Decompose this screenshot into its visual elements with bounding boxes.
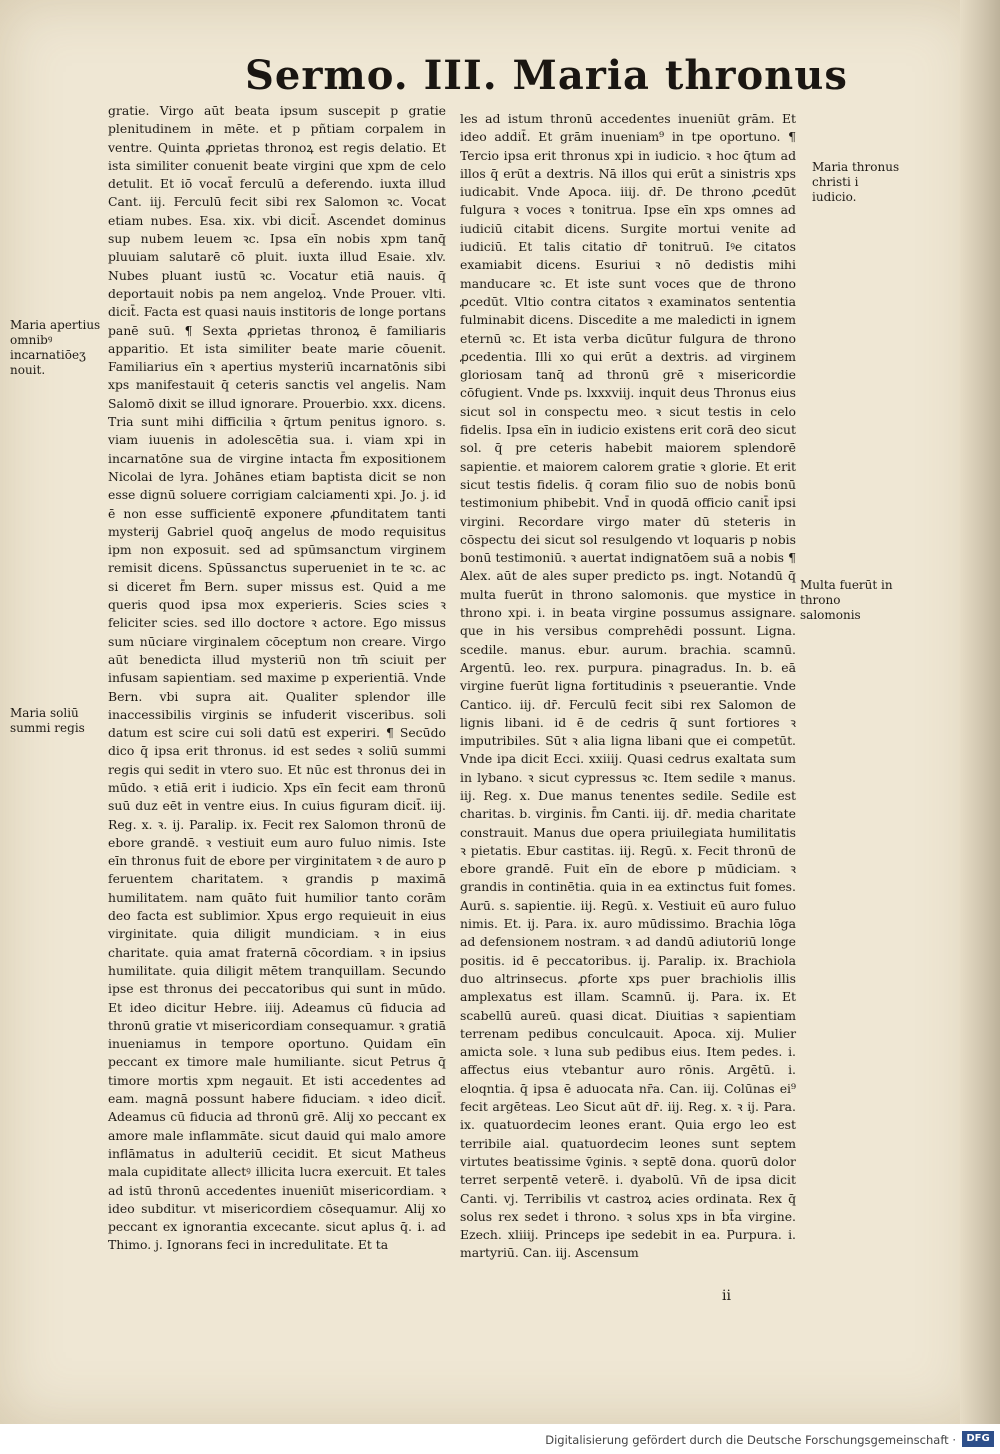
right-column-text: les ad istum thronū accedentes inueniūt grām. Et ideo addit̄. Et grām inueniam⁹ in tpe oportuno. ¶ Tercio ipsa erit thronus xpi in iudicio. ꝛ hoc q̄tum ad illos q̄ erūt a dextris. Nā illos qui erūt a sinistris xps iudicabit. Vnde Apoca. iiij. dr̄. De throno ꝓcedūt fulgura ꝛ voces ꝛ tonitrua. Ipse eīn xps omnes ad iudiciū citabit dicens. Surgite mortui venite ad iudiciū. Et talis citatio dr̄ tonitruū. Iꝰe citatos examiabit dicens. Esuriui ꝛ nō dedistis mihi manducare ꝛc. Et iste sunt voces que de throno ꝓcedūt. Vltio contra citatos ꝛ examinatos sententia fulminabit dicens. Discedite a me maledicti in ignem eternū ꝛc. Et ista verba dicūtur fulgura de throno ꝓcedentia. Illi xo qui erūt a dextris. ad virginem gloriosam tanq̄ ad thronū grē ꝛ misericordie cōfugient. Vnde ps. lxxxviij. inquit deus Thronus eius sicut sol in conspectu meo. ꝛ sicut testis in celo fidelis. Ipsa eīn in iudicio existens erit corā deo sicut sol. q̄ pre ceteris habebit maiorem splendorē sapientie. et maiorem calorem gratie ꝛ glorie. Et erit sicut testis fidelis. q̄ coram filio suo de nobis bonū testimonium phibebit. Vnd̄ in quodā officio canit̄ ipsi virgini. Recordare virgo mater dū steteris in cōspectu dei sicut sol resulgendo vt loquaris p nobis bonū testimoniū. ꝛ auertat indignatōem suā a nobis ¶ Alex. aūt de ales super predicto ps. ingt. Notandū q̄ multa fuerūt in throno salomonis. que mystice in throno xpi. i. in beata virgine possumus assignare. que in his versibus comprehēdi possunt. Ligna. scedile. manus. ebur. aurum. brachia. scamnū. Argentū. leo. rex. purpura. pinagradus. In. b. eā virgine fuerūt ligna fortitudinis ꝛ pseuerantie. Vnde Cantico. iij. dr̄. Ferculū fecit sibi rex Salomon de lignis libani. id ē de cedris q̄ sunt fortiores ꝛ imputribiles. Sūt ꝛ alia ligna libani que ei competūt. Vnde ipa dicit Ecci. xxiiij. Quasi cedrus exaltata sum in lybano. ꝛ sicut cypressus ꝛc. Item sedile ꝛ manus. iij. Reg. x. Due manus tenentes sedile. Sedile est charitas. b. virginis. f̄m Canti. iij. dr̄. media charitate constrauit. Manus due opera priuilegiata humilitatis ꝛ pietatis. Ebur castitas. iij. Regū. x. Fecit thronū de ebore grandē. Fuit eīn de ebore p mūdiciam. ꝛ grandis in continētia. quia in ea extinctus fuit fomes. Aurū. s. sapientie. iij. Regū. x. Vestiuit eū auro fuluo nimis. Et. ij. Para. ix. auro mūdissimo. Brachia lōga ad defensionem nostram. ꝛ ad dandū adiutoriū longe positis. id ē peccatoribus. ij. Paralip. ix. Brachiola duo altrinsecus. ꝓforte xps puer brachiolis illis amplexatus est illam. Scamnū. ij. Para. ix. Et scabellū aureū. quasi dicat. Diuitias ꝛ sapientiam terrenam pedibus conculcauit. Apoca. xij. Mulier amicta sole. ꝛ luna sub pedibus eius. Item pedes. i. affectus eius vtebantur auro rōnis. Argētū. i. eloqntia. q̄ ipsa ē aduocata nr̄a. Can. iij. Colūnas ei⁹ fecit argēteas. Leo Sicut aūt dr̄. iij. Reg. x. ꝛ ij. Para. ix. quatuordecim leones erant. Quia ergo leo est terribile aial. quatuordecim leones sunt septem virtutes beatissime v̄ginis. ꝛ septē dona. quorū dolor terret serpentē veterē. i. dyabolū. Vn̄ de ipsa dicit Canti. vj. Terribilis vt castroꝝ acies ordinata. Rex q̄ solus rex sedet i throno. ꝛ solus xps in bt̄a virgine. Ezech. xliiij. Princeps ipe sedebit in ea. Purpura. i. martyriū. Can. iij. Ascensum	[460, 111, 796, 1261]
margin-note-solium: Maria soliū summi regis	[10, 706, 85, 735]
margin-note-incarnation: Maria apertius omnibꝰ incarnatiōeʒ nouit.	[10, 318, 101, 377]
dfg-logo: DFG	[962, 1431, 994, 1447]
left-text-column	[108, 102, 446, 1302]
page-edge	[960, 0, 1000, 1424]
margin-note-throno-salomonis: Multa fuerūt in throno salomonis	[800, 578, 893, 622]
right-text-column	[460, 110, 796, 1280]
page-header: Sermo. III. Maria thronus	[245, 52, 848, 99]
margin-note-thronus-iudicio: Maria thronus christi i iudicio.	[812, 160, 900, 204]
left-column-text: gratie. Virgo aūt beata ipsum suscepit p gratie plenitudinem in mēte. et p pñtiam corpalem in ventre. Quinta ꝓprietas thronoꝝ est regis delatio. Et ista similiter conuenit beate virgini que xpm de celo detulit. Et iō vocat̄ ferculū a deferendo. iuxta illud Cant. iij. Ferculū fecit sibi rex Salomon ꝛc. Vocat etiam nubes. Esa. xix. vbi dicit̄. Ascendet dominus sup nubem leuem ꝛc. Ipsa eīn nobis xpm tanq̄ pluuiam salutarē cō pluit. iuxta illud Esaie. xlv. Nubes pluant iustū ꝛc. Vocatur etiā nauis. q̄ deportauit nobis pa nem angeloꝝ. Vnde Prouer. vlti. dicit̄. Facta est quasi nauis institoris de longe portans panē suū. ¶ Sexta ꝓprietas thronoꝝ ē familiaris apparitio. Et ista similiter beate marie cōuenit. Familiarius eīn ꝛ apertius mysteriū incarnatōnis sibi xps manifestauit q̄ ceteris sanctis vel angelis. Nam Salomō dixit se illud ignorare. Prouerbio. xxx. dicens. Tria sunt mihi difficilia ꝛ q̄rtum penitus ignoro. s. viam iuuenis in adolescētia sua. i. viam xpi in incarnatōne sua de virgine intacta f̄m expositionem Nicolai de lyra. Johānes etiam baptista dicit se non esse dignū soluere corrigiam calciamenti xpi. Jo. j. id ē non esse sufficientē exponere ꝓfunditatem tanti mysterij Gabriel quoq̄ angelus de modo requisitus ipm non exposuit. sed ad spūmsanctum virginem remisit dicens. Spūssanctus superueniet in te ꝛc. ac si diceret f̄m Bern. super missus est. Quid a me queris quod ipsa mox experieris. Scies scies ꝛ feliciter scies. sed illo doctore ꝛ actore. Ego missus sum nūciare virginalem cōceptum non creare. Virgo aūt benedicta illud mysteriū non tm̄ sciuit per infusam sapientiam. sed maxime p experientiā. Vnde Bern. vbi supra ait. Qualiter splendor ille inaccessibilis virginis se infuderit visceribus. soli datum est scire cui soli datū est experiri. ¶ Secūdo dico q̄ ipsa erit thronus. id est sedes ꝛ soliū summi regis qui sedit in vtero suo. Et nūc est thronus dei in mūdo. ꝛ etiā erit i iudicio. Xps eīn fecit eam thronū suū duz eēt in ventre eius. In cuius figuram dicit̄. iij. Reg. x. ꝛ. ij. Paralip. ix. Fecit rex Salomon thronū de ebore grandē. ꝛ vestiuit eum auro fuluo nimis. Iste eīn thronus fuit de ebore per virginitatem ꝛ de auro p feruentem charitatem. ꝛ grandis p maximā humilitatem. nam quāto fuit humilior tanto corām deo facta est sublimior. Xpus ergo requieuit in eius virginitate. quia diligit mundiciam. ꝛ in eius charitate. quia amat fraternā cōcordiam. ꝛ in ipsius humilitate. quia diligit mētem tranquillam. Secundo ipse est thronus dei peccatoribus qui sunt in mūdo. Et ideo dicitur Hebre. iiij. Adeamus cū fiducia ad thronū gratie vt misericordiam consequamur. ꝛ gratiā inueniamus in tempore oportuno. Quidam eīn peccant ex timore male humiliante. sicut Petrus q̄ timore mortis xpm negauit. Et isti accedentes ad eam. magnā possunt habere fiduciam. ꝛ ideo dicit̄. Adeamus cū fiducia ad thronū grē. Alij xo peccant ex amore male inflammāte. sicut dauid qui malo amore inflāmatus in adulteriū cecidit. Et sicut Matheus mala cupiditate allectꝰ illicita lucra exercuit. Et tales ad istū thronū accedentes inueniūt misericordiam. ꝛ ideo subditur. vt misericordiem cōsequamur. Alij xo peccant ex ignorantia excecante. sicut aplus q̄. i. ad Thimo. j. Ignorans feci in incredulitate. Et ta	[108, 103, 446, 1253]
footer-credit: Digitalisierung gefördert durch die Deutsche Forschungsgemeinschaft ·	[545, 1433, 956, 1447]
signature-mark: ii	[722, 1288, 731, 1304]
